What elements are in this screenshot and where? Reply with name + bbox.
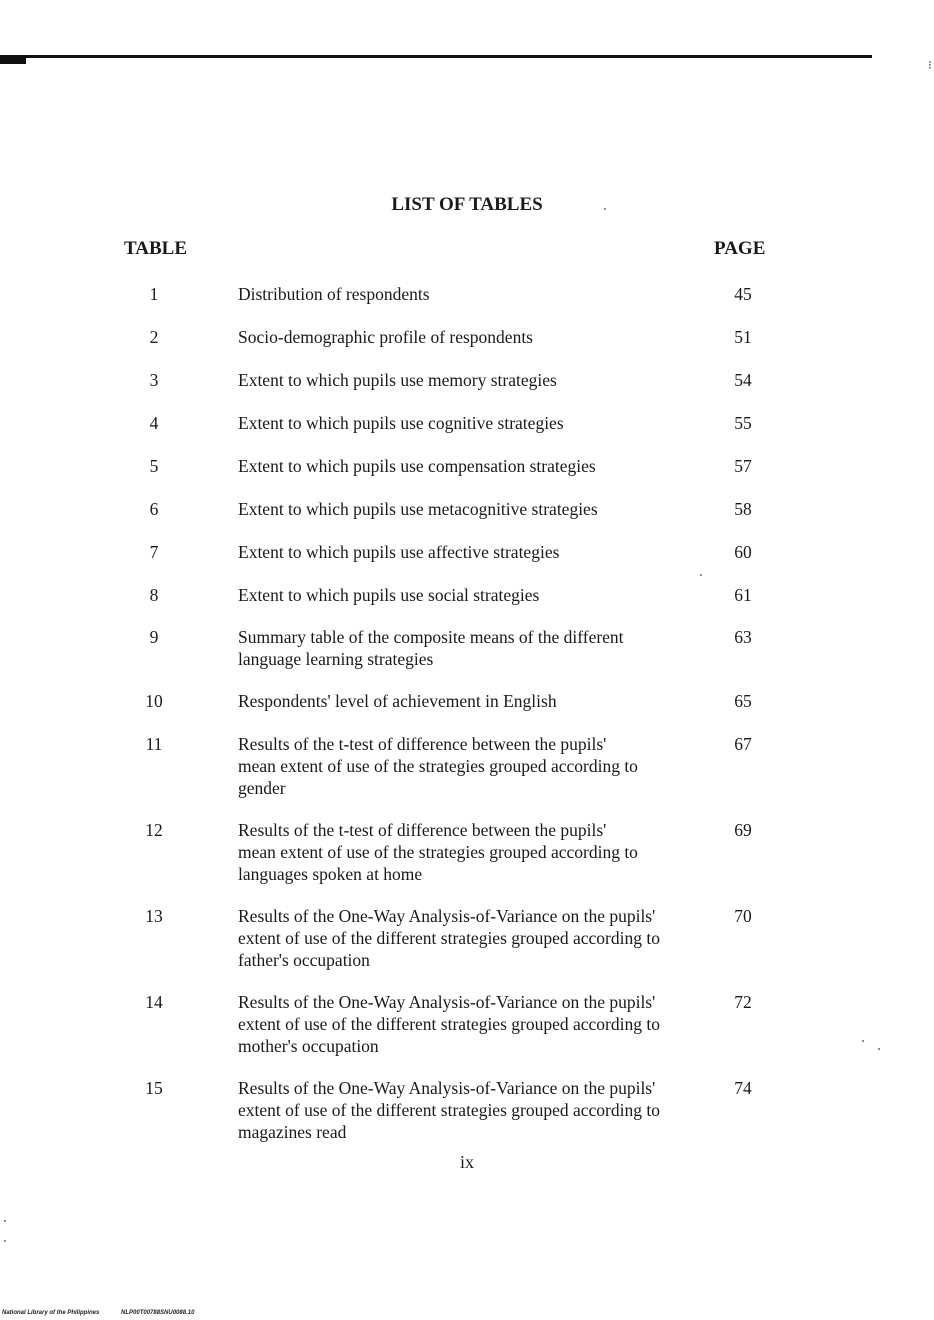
caption-line: extent of use of the different strategies grouped according to [238,1014,660,1034]
table-page-number: 74 [734,1078,752,1098]
page-title: LIST OF TABLES [391,194,543,215]
scan-speck [4,1240,6,1242]
caption-line: Respondents' level of achievement in English [238,691,557,711]
table-page-number: 67 [734,734,752,754]
scan-speck [4,1220,6,1222]
caption-line: magazines read [238,1122,347,1142]
caption-line: extent of use of the different strategies grouped according to [238,928,660,948]
table-caption [238,541,708,563]
table-number: 4 [149,413,159,433]
table-page-number: 61 [734,585,752,605]
table-number: 2 [149,327,159,347]
caption-line: mother's occupation [238,1036,379,1056]
table-page-number: 72 [734,992,752,1012]
table-page-number: 58 [734,499,752,519]
scan-margin-mark: ⁝ [928,58,932,72]
table-page-number: 65 [734,691,752,711]
caption-line: extent of use of the different strategies grouped according to [238,1100,660,1120]
table-number: 15 [145,1078,163,1098]
table-caption [238,905,708,971]
table-page-number: 60 [734,542,752,562]
caption-line: mean extent of use of the strategies grouped according to [238,756,638,776]
table-number: 8 [149,585,159,605]
table-caption [238,283,708,305]
scan-speck [878,1048,880,1050]
caption-line: Summary table of the composite means of the different [238,627,624,647]
scan-speck [862,1040,864,1042]
caption-line: Distribution of respondents [238,284,430,304]
table-caption [238,498,708,520]
caption-line: father's occupation [238,950,370,970]
table-caption [238,369,708,391]
table-caption [238,326,708,348]
table-page-number: 63 [734,627,752,647]
top-scan-rule [0,55,872,58]
table-column-header: TABLE [124,238,188,259]
table-number: 9 [149,627,159,647]
table-caption [238,455,708,477]
caption-line: Extent to which pupils use social strategies [238,585,540,605]
scan-footer [2,1310,214,1316]
caption-line: Results of the One-Way Analysis-of-Variance on the pupils' [238,992,656,1012]
table-number: 6 [149,499,159,519]
table-number: 12 [145,820,163,840]
table-caption [238,412,708,434]
scan-speck [700,574,702,576]
caption-line: Extent to which pupils use compensation strategies [238,456,596,476]
caption-line: Results of the One-Way Analysis-of-Variance on the pupils' [238,1078,656,1098]
page-number: ix [459,1152,474,1172]
caption-line: gender [238,778,286,798]
table-number: 13 [145,906,163,926]
caption-line: Extent to which pupils use cognitive strategies [238,413,564,433]
table-caption [238,626,708,670]
caption-line: Extent to which pupils use affective strategies [238,542,560,562]
table-caption [238,1077,708,1143]
table-page-number: 55 [734,413,752,433]
table-page-number: 51 [734,327,752,347]
table-number: 3 [149,370,159,390]
table-number: 11 [145,734,163,754]
footer-code: NLP00T00788SNU0088.10 [121,1310,195,1316]
table-page-number: 54 [734,370,752,390]
scan-speck [604,208,606,210]
caption-line: Results of the t-test of difference between the pupils' [238,734,607,754]
table-caption [238,733,708,799]
table-caption [238,584,708,606]
table-page-number: 70 [734,906,752,926]
table-page-number: 57 [734,456,752,476]
table-number: 5 [149,456,159,476]
caption-line: Extent to which pupils use metacognitive strategies [238,499,598,519]
table-page-number: 45 [734,284,752,304]
caption-line: Socio-demographic profile of respondents [238,327,533,347]
table-number: 1 [149,284,159,304]
table-number: 7 [149,542,159,562]
table-number: 14 [145,992,163,1012]
caption-line: Results of the One-Way Analysis-of-Variance on the pupils' [238,906,656,926]
caption-line: Results of the t-test of difference between the pupils' [238,820,607,840]
table-caption [238,690,708,712]
table-caption [238,819,708,885]
caption-line: Extent to which pupils use memory strategies [238,370,557,390]
table-page-number: 69 [734,820,752,840]
table-caption [238,991,708,1057]
caption-line: language learning strategies [238,649,434,669]
caption-line: mean extent of use of the strategies grouped according to [238,842,638,862]
caption-line: languages spoken at home [238,864,423,884]
footer-library: National Library of the Philippines [2,1310,100,1316]
top-scan-tab [0,58,26,64]
table-number: 10 [145,691,163,711]
page-column-header: PAGE [714,238,766,259]
